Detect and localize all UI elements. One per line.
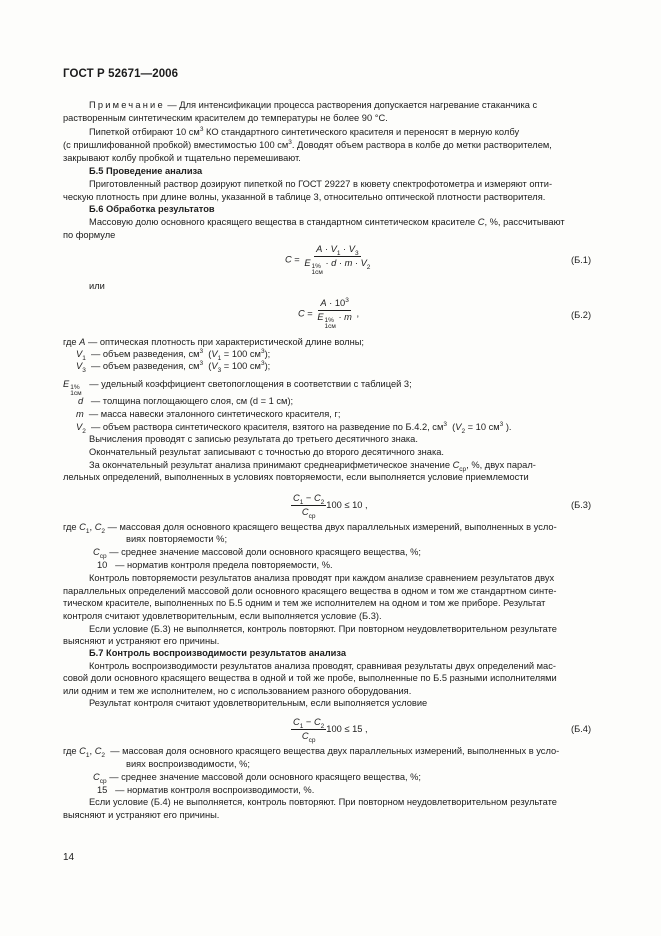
para1-line-2: (с пришлифованной пробкой) вместимостью 100 $см^3$. Доводят объем раствора в колбе до метки растворителем, bbox=[63, 138, 552, 150]
def-b3-c12-cont: виях повторяемости %; bbox=[126, 534, 228, 544]
or-text: или bbox=[89, 281, 105, 291]
calc-line-1: Вычисления проводят с записью результата до третьего десятичного знака. bbox=[89, 434, 418, 444]
formula-b4: $\frac{C_1 - C_2}{C_{ср}}$ 100 ≤ 15 , bbox=[293, 717, 368, 744]
b4-end-line-2: выясняют и устраняют его причины. bbox=[63, 810, 220, 820]
b7-line-3: или одним и тем же исполнителем, но с использованием разного оборудования. bbox=[63, 686, 412, 696]
repeat-line-3: тическом красителе, выполненных по Б.5 одним и тем же исполнителем на одном и том же приборе. Результат bbox=[63, 598, 546, 608]
equation-number-b2: (Б.2) bbox=[571, 310, 592, 320]
calc-line-3: За окончательный результат анализа принимают среднеарифметическое значение $С_{ср}$, %, двух парал- bbox=[89, 460, 536, 473]
def-b3-c12: где $C_1$, $C_2$ — массовая доля основного красящего вещества двух параллельных измерений, выполненных в усло- bbox=[63, 522, 557, 535]
b6-line-1: Массовую долю основного красящего вещества в стандартном синтетическом красителе С, %, рассчитывают bbox=[89, 217, 565, 227]
def-v2: $V_2$ — объем раствора синтетического красителя, взятого на разведение по Б.4.2, $см^3$ ($V_2 = 10$ $см^3$ ). bbox=[76, 420, 512, 435]
def-b4-ccp: $C_{ср}$ — среднее значение массовой доли основного красящего вещества, %; bbox=[93, 772, 422, 785]
b7-line-4: Результат контроля считают удовлетворительным, если выполняется условие bbox=[89, 698, 428, 708]
b5-line-2: ческую плотность при длине волны, указанной в таблице 3, относительно оптической плотности растворителя. bbox=[63, 192, 546, 202]
def-b3-norm: 10 — норматив контроля предела повторяемости, %. bbox=[97, 560, 333, 570]
document-header: ГОСТ Р 52671—2006 bbox=[63, 68, 179, 80]
b4-end-line-1: Если условие (Б.4) не выполняется, контроль повторяют. При повторном неудовлетворительном результате bbox=[89, 797, 557, 807]
equation-number-b1: (Б.1) bbox=[571, 255, 592, 265]
para1-line-1: Пипеткой отбирают 10 $см^3$ КО стандартного синтетического красителя и переносят в мерную колбу bbox=[89, 125, 520, 137]
def-b4-norm: 15 — норматив контроля воспроизводимости, %. bbox=[97, 785, 315, 795]
repeat-line-6: выясняют и устраняют его причины. bbox=[63, 636, 220, 646]
repeat-line-5: Если условие (Б.3) не выполняется, контроль повторяют. При повторном неудовлетворительном результате bbox=[89, 624, 557, 634]
note-line-1: Примечание — Для интенсификации процесса растворения допускается нагревание стаканчика с bbox=[89, 100, 538, 110]
para1-line-3: закрывают колбу пробкой и тщательно перемешивают. bbox=[63, 153, 301, 163]
note-line-2: растворенным синтетическим красителем до температуры не более 90 °С. bbox=[63, 113, 388, 123]
calc-line-4: лельных определений, выполненных в условиях повторяемости, если выполняется условие приемлемости bbox=[63, 472, 529, 482]
b7-line-1: Контроль воспроизводимости результатов анализа проводят, сравнивая результаты двух определений мас- bbox=[89, 661, 556, 671]
b7-line-2: совой доли основного красящего вещества в одной и той же пробе, выполненные по Б.5 разными исполнителями bbox=[63, 673, 557, 683]
heading-b7: Б.7 Контроль воспроизводимости результатов анализа bbox=[89, 648, 347, 658]
note-label: Примечание bbox=[89, 100, 165, 110]
equation-number-b3: (Б.3) bbox=[571, 500, 592, 510]
equation-number-b4: (Б.4) bbox=[571, 724, 592, 734]
heading-b6: Б.6 Обработка результатов bbox=[89, 204, 215, 214]
heading-b5: Б.5 Проведение анализа bbox=[89, 166, 203, 176]
repeat-line-4: контроля считают удовлетворительным, если выполняется условие (Б.3). bbox=[63, 611, 382, 621]
def-m: m — масса навески эталонного синтетического красителя, г; bbox=[76, 409, 341, 419]
def-b4-c12-cont: виях воспроизводимости, %; bbox=[126, 759, 250, 769]
formula-b2: C = $A \cdot 10^3$ E 1% 1см · m , bbox=[298, 296, 360, 330]
def-v3: $V_3$ — объем разведения, $см^3$ ($V_3 = 100$ $см^3$); bbox=[76, 359, 271, 374]
def-d: d — толщина поглощающего слоя, см (d = 1 см); bbox=[78, 396, 294, 406]
repeat-line-2: параллельных определений массовой доли основного красящего вещества в одном и том же стандартном синте- bbox=[63, 586, 557, 596]
calc-line-2: Окончательный результат записывают с точностью до второго десятичного знака. bbox=[89, 447, 444, 457]
formula-b3: $\frac{C_1 - C_2}{C_{ср}}$ 100 ≤ 10 , bbox=[293, 493, 368, 520]
def-b3-ccp: $C_{ср}$ — среднее значение массовой доли основного красящего вещества, %; bbox=[93, 547, 422, 560]
b5-line-1: Приготовленный раствор дозируют пипеткой по ГОСТ 29227 в кювету спектрофотометра и измеряют опти- bbox=[89, 179, 553, 189]
def-e: E 1% 1см — удельный коэффициент светопоглощения в соответствии с таблицей 3; bbox=[63, 379, 412, 397]
def-v1: $V_1$ — объем разведения, $см^3$ ($V_1 = 100$ $см^3$); bbox=[76, 347, 271, 362]
def-b4-c12: где $C_1$, $C_2$ — массовая доля основного красящего вещества двух параллельных измерений, выполненных в усло- bbox=[63, 746, 560, 759]
def-a: где А — оптическая плотность при характеристической длине волны; bbox=[63, 337, 364, 347]
page-number: 14 bbox=[63, 852, 75, 863]
formula-b1: C = $A \cdot V_1 \cdot V_3$ E 1% 1см · $d \cdot m \cdot V_2$ bbox=[285, 244, 371, 276]
repeat-line-1: Контроль повторяемости результатов анализа проводят при каждом анализе сравнением результатов двух bbox=[89, 573, 555, 583]
b6-line-2: по формуле bbox=[63, 230, 116, 240]
